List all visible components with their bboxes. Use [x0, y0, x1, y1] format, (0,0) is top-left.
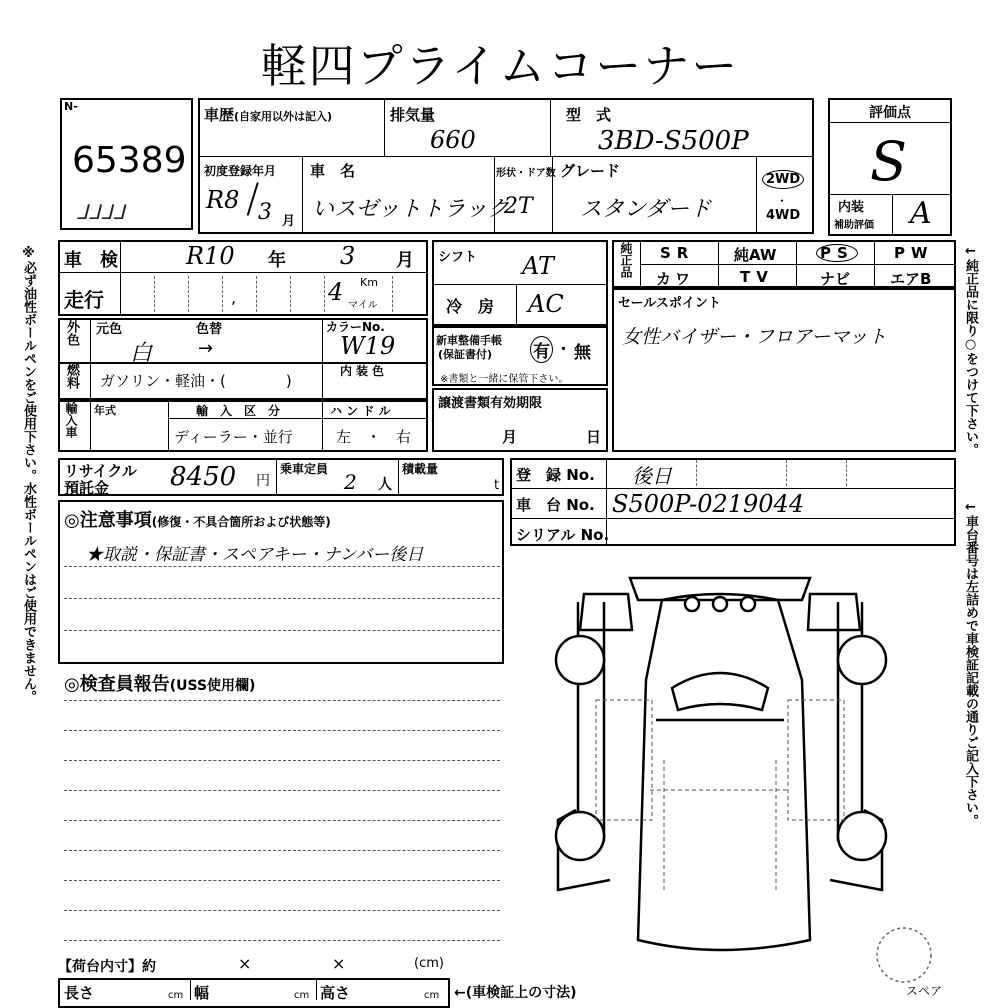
sales-point-text: 女性バイザー・フロアーマット	[622, 326, 887, 348]
lot-prefix: N-	[64, 100, 78, 113]
first-reg-month: 3	[258, 200, 272, 225]
equip-airbag: エアB	[890, 270, 932, 288]
color-change-label: 色替	[196, 322, 223, 337]
equip-navi: ナビ	[820, 270, 851, 288]
right-side-note-equipment: ←純正品に限り○をつけて下さい。	[963, 244, 978, 456]
model-label: 型 式	[566, 106, 612, 124]
fuel-value: ガソリン・軽油・( )	[100, 372, 292, 390]
maint-sep: ・	[556, 340, 572, 358]
lot-number-box	[60, 98, 193, 230]
import-side-label: 輸入車	[64, 402, 78, 438]
drive-4wd: 4WD	[766, 208, 801, 223]
body-shape-label: 形状・ドア数	[496, 168, 556, 179]
equip-leather: カワ	[656, 270, 695, 288]
maint-sub: (保証書付)	[438, 348, 493, 361]
notes-title: ◎注意事項(修復・不具合箇所および状態等)	[64, 510, 331, 531]
score-label: 評価点	[869, 105, 911, 121]
recycle-unit: 円	[256, 473, 270, 489]
notes-text: ★取説・保証書・スペアキー・ナンバー後日	[86, 545, 424, 565]
model-value: 3BD-S500P	[598, 126, 749, 156]
interior-color-label: 内装色	[340, 364, 389, 378]
color-code-label: カラーNo.	[326, 320, 385, 334]
handle-value: 左 ・ 右	[336, 428, 412, 446]
score-value: S	[870, 130, 907, 193]
capacity-value: 2	[344, 470, 357, 494]
mileage-comma-1: ,	[231, 288, 237, 307]
cargo-x2: ×	[332, 954, 346, 973]
first-reg-year: R8	[206, 186, 240, 214]
displacement-value: 660	[430, 126, 476, 154]
capacity-label: 乗車定員	[280, 462, 329, 476]
cargo-unit: (cm)	[414, 956, 444, 971]
color-arrow: →	[198, 338, 214, 359]
dims-block	[58, 978, 450, 1008]
first-reg-month-unit: 月	[282, 214, 296, 229]
history-label: 車歴(自家用以外は記入)	[204, 106, 333, 124]
color-code-value: W19	[340, 332, 396, 360]
color-orig-value: 白	[130, 341, 153, 366]
page-title: 軽四プライムコーナー	[260, 39, 740, 93]
inspection-year: R10	[186, 242, 235, 270]
maint-no: 無	[574, 343, 591, 363]
dims-height-label: 高さ	[320, 984, 351, 1002]
fuel-side-label: 燃料	[64, 363, 79, 389]
dims-length-unit: cm	[168, 990, 184, 1001]
sales-point-block	[612, 288, 956, 452]
maint-label: 新車整備手帳	[436, 334, 502, 347]
body-shape-value: 2T	[504, 194, 533, 219]
car-name-value: いスゼットトラック	[312, 197, 510, 222]
interior-label: 内装	[838, 200, 865, 215]
ac-label: 冷 房	[446, 297, 495, 316]
registration-value: 後日	[632, 464, 672, 488]
transfer-day-unit: 日	[586, 428, 602, 446]
spare-tire-icon	[872, 926, 936, 984]
load-label: 積載量	[402, 462, 439, 476]
ac-value: AC	[528, 290, 564, 318]
dims-width-label: 幅	[194, 984, 210, 1002]
transfer-month-unit: 月	[502, 428, 518, 446]
lot-scribble: ᒧᒧᒧᒧ	[76, 200, 125, 224]
inspection-month-unit: 月	[396, 250, 414, 271]
handle-label: ハ ン ド ル	[330, 404, 391, 418]
drive-2wd: 2WD	[762, 170, 804, 189]
equipment-side-label: 純正品	[619, 242, 633, 278]
right-side-note-chassis: ←車台番号は左詰めで車検証記載の通りご記入下さい。	[963, 500, 978, 827]
import-year-label: 年式	[94, 404, 116, 417]
lot-number: 65389	[72, 140, 187, 181]
color-orig-label: 元色	[96, 322, 123, 337]
spare-label: スペア	[906, 984, 943, 998]
interior-sublabel: 補助評価	[834, 220, 874, 231]
load-unit: t	[494, 478, 500, 493]
displacement-label: 排気量	[390, 106, 436, 124]
transfer-label: 譲渡書類有効期限	[438, 396, 543, 411]
inspection-year-unit: 年	[268, 250, 286, 271]
shift-value: AT	[522, 252, 555, 280]
chassis-label: 車 台 No.	[516, 496, 595, 514]
left-arrow-icon: ←	[454, 985, 466, 1001]
grade-label: グレード	[560, 162, 621, 180]
dims-note: ←(車検証上の寸法)	[454, 985, 577, 1001]
first-reg-slash: /	[246, 176, 260, 222]
equip-sr: SR	[660, 244, 695, 262]
dims-height-unit: cm	[424, 990, 440, 1001]
dims-length-label: 長さ	[64, 984, 95, 1002]
dims-width-unit: cm	[294, 990, 310, 1001]
mileage-unit-km: Km	[360, 276, 378, 289]
equip-tv: TV	[740, 268, 774, 286]
recycle-value: 8450	[170, 462, 237, 492]
mileage-value: 4	[328, 278, 344, 306]
registration-label: 登 録 No.	[516, 466, 595, 484]
color-side-label: 外色	[64, 320, 79, 346]
import-category-value: ディーラー・並行	[174, 428, 293, 446]
sales-point-label: セールスポイント	[618, 296, 721, 311]
car-diagram	[540, 560, 910, 980]
maint-note: ※書類と一緒に保管下さい。	[440, 374, 569, 385]
drive-dot: ・	[776, 194, 789, 208]
car-name-label: 車 名	[310, 162, 356, 180]
mileage-label: 走行	[64, 288, 104, 312]
import-category-label: 輸 入 区 分	[196, 404, 281, 418]
mileage-unit-mile: マイル	[348, 300, 378, 311]
inspection-label: 車 検	[64, 250, 118, 271]
shift-label: シフト	[438, 250, 478, 265]
inspection-month: 3	[340, 242, 356, 270]
interior-value: A	[910, 196, 932, 231]
score-box	[828, 98, 952, 236]
chassis-value: S500P-0219044	[612, 490, 805, 518]
first-reg-label: 初度登録年月	[204, 164, 277, 178]
serial-label: シリアル No.	[516, 526, 610, 544]
capacity-unit: 人	[378, 477, 392, 493]
cargo-label: 【荷台内寸】約	[58, 959, 156, 975]
inspector-title: ◎検査員報告(USS使用欄)	[64, 674, 256, 695]
left-side-note: ※必ず油性ボールペンをご使用下さい。水性ボールペンはご使用できません。	[21, 246, 36, 703]
recycle-label-1: リサイクル	[64, 462, 137, 480]
equip-ps: PS	[816, 244, 858, 262]
cargo-x1: ×	[238, 954, 252, 973]
equip-aw: 純AW	[734, 246, 777, 264]
equip-pw: PW	[894, 244, 934, 262]
recycle-label-2: 預託金	[64, 479, 110, 497]
grade-value: スタンダード	[580, 197, 712, 222]
maint-yes: 有	[530, 336, 553, 363]
